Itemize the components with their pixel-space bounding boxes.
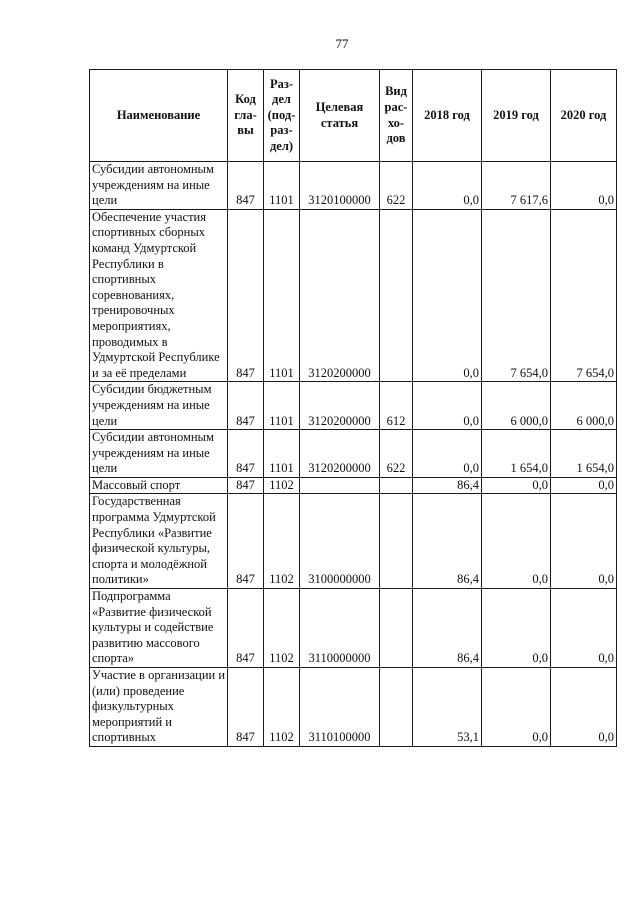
row-2018: 0,0	[413, 430, 482, 478]
row-2020: 0,0	[551, 162, 617, 210]
row-section: 1101	[264, 209, 300, 382]
row-name: Государственная программа Удмуртской Республики «Развитие физической культуры, спорта и молодёжной политики»	[90, 494, 228, 589]
header-2020: 2020 год	[551, 70, 617, 162]
header-2019: 2019 год	[482, 70, 551, 162]
row-expense: 622	[380, 162, 413, 210]
row-2019: 7 617,6	[482, 162, 551, 210]
table-row	[90, 477, 617, 494]
row-code: 847	[228, 162, 264, 210]
row-name: Обеспечение участия спортивных сборных команд Удмуртской Республики в спортивных соревнованиях, тренировочных мероприятиях, проводимых в Удмуртской Республике и за её пределами	[90, 209, 228, 382]
row-article	[300, 477, 380, 494]
row-name: Субсидии автономным учреждениям на иные цели	[90, 430, 228, 478]
row-article: 3120200000	[300, 430, 380, 478]
header-section: Раз-дел (под-раз-дел)	[264, 70, 300, 162]
row-code: 847	[228, 477, 264, 494]
row-2020: 0,0	[551, 477, 617, 494]
row-name: Подпрограмма «Развитие физической культуры и содействие развитию массового спорта»	[90, 589, 228, 668]
header-target-article: Целевая статья	[300, 70, 380, 162]
row-code: 847	[228, 382, 264, 430]
budget-table	[89, 69, 617, 747]
row-2019: 7 654,0	[482, 209, 551, 382]
row-2019: 0,0	[482, 589, 551, 668]
row-article: 3120100000	[300, 162, 380, 210]
row-2020: 0,0	[551, 668, 617, 747]
row-expense: 612	[380, 382, 413, 430]
row-article: 3120200000	[300, 209, 380, 382]
row-2019: 0,0	[482, 668, 551, 747]
row-article: 3110100000	[300, 668, 380, 747]
row-2020: 7 654,0	[551, 209, 617, 382]
table-row	[90, 494, 617, 589]
row-code: 847	[228, 668, 264, 747]
row-section: 1102	[264, 668, 300, 747]
row-code: 847	[228, 430, 264, 478]
row-code: 847	[228, 589, 264, 668]
row-2018: 0,0	[413, 382, 482, 430]
header-name: Наименование	[90, 70, 228, 162]
row-2018: 86,4	[413, 589, 482, 668]
row-expense	[380, 668, 413, 747]
table-row	[90, 589, 617, 668]
row-expense	[380, 494, 413, 589]
header-2018: 2018 год	[413, 70, 482, 162]
row-section: 1102	[264, 477, 300, 494]
row-2018: 53,1	[413, 668, 482, 747]
row-2018: 0,0	[413, 162, 482, 210]
row-2020: 0,0	[551, 589, 617, 668]
table-row	[90, 382, 617, 430]
row-expense	[380, 477, 413, 494]
table-row	[90, 162, 617, 210]
row-2020: 0,0	[551, 494, 617, 589]
row-2019: 1 654,0	[482, 430, 551, 478]
table-header-row	[90, 70, 617, 162]
table-row	[90, 430, 617, 478]
row-section: 1101	[264, 430, 300, 478]
row-article: 3110000000	[300, 589, 380, 668]
row-expense: 622	[380, 430, 413, 478]
page-number: 77	[335, 36, 349, 51]
row-2020: 1 654,0	[551, 430, 617, 478]
row-article: 3100000000	[300, 494, 380, 589]
row-2019: 0,0	[482, 477, 551, 494]
row-2019: 0,0	[482, 494, 551, 589]
row-expense	[380, 589, 413, 668]
row-2018: 86,4	[413, 477, 482, 494]
row-code: 847	[228, 494, 264, 589]
row-name: Субсидии бюджетным учреждениям на иные цели	[90, 382, 228, 430]
table-row	[90, 209, 617, 382]
header-expense-type: Вид рас-хо-дов	[380, 70, 413, 162]
row-section: 1102	[264, 589, 300, 668]
row-2018: 86,4	[413, 494, 482, 589]
row-name: Участие в организации и (или) проведение физкультурных мероприятий и спортивных	[90, 668, 228, 747]
row-section: 1101	[264, 162, 300, 210]
row-expense	[380, 209, 413, 382]
row-2019: 6 000,0	[482, 382, 551, 430]
table-row	[90, 668, 617, 747]
header-chapter-code: Код гла-вы	[228, 70, 264, 162]
row-name: Субсидии автономным учреждениям на иные цели	[90, 162, 228, 210]
row-2020: 6 000,0	[551, 382, 617, 430]
row-code: 847	[228, 209, 264, 382]
row-name: Массовый спорт	[90, 477, 228, 494]
row-section: 1102	[264, 494, 300, 589]
row-article: 3120200000	[300, 382, 380, 430]
row-section: 1101	[264, 382, 300, 430]
row-2018: 0,0	[413, 209, 482, 382]
